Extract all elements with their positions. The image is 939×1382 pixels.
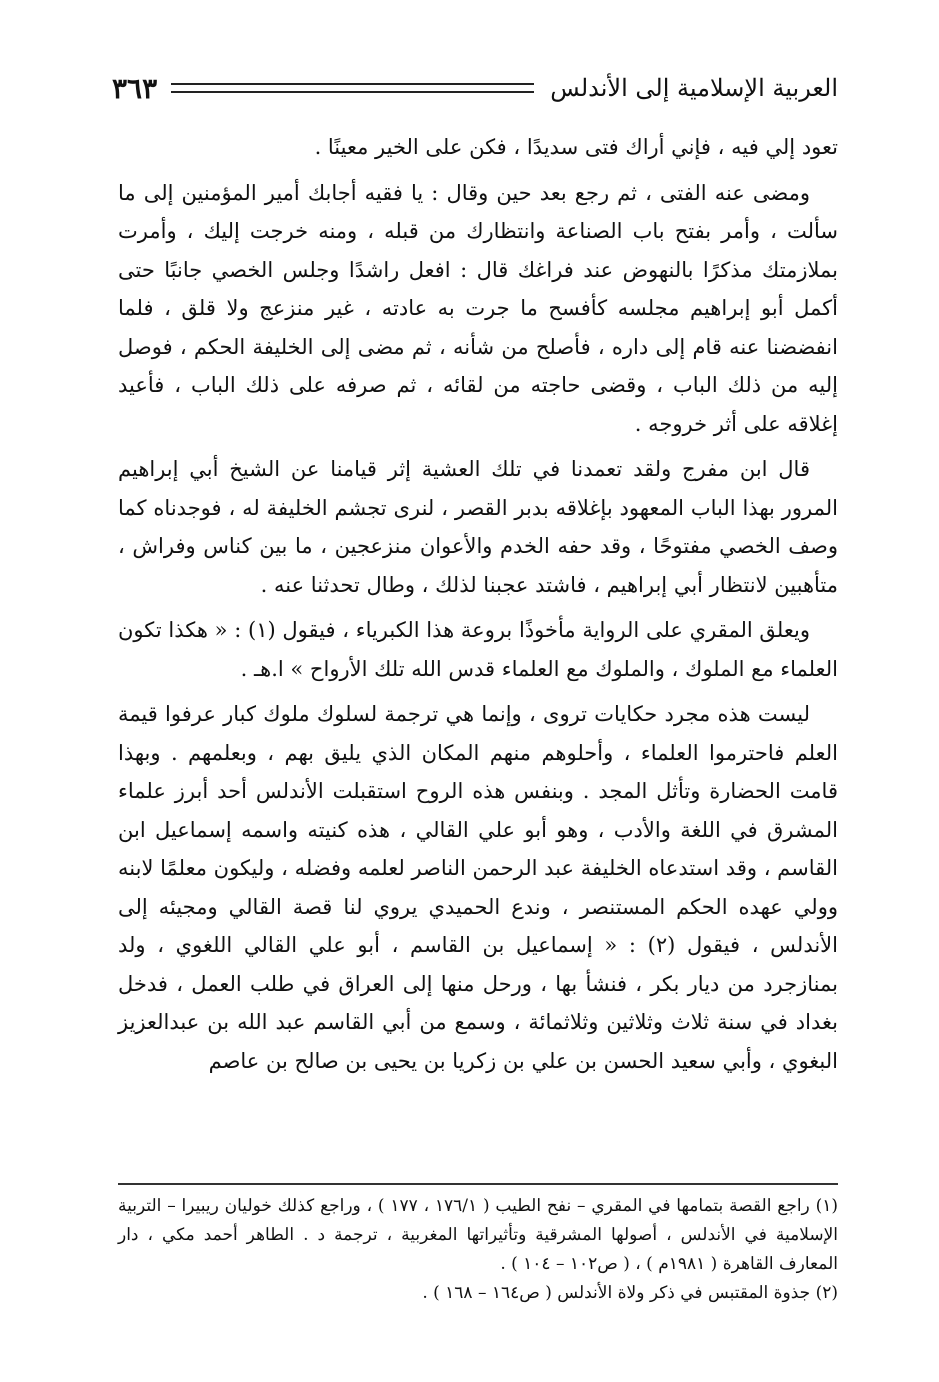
footnote: (١) راجع القصة بتمامها في المقري – نفح الطيب ( ١٧٦/١ ، ١٧٧ ) ، وراجع كذلك خوليان ريبيرا – التربية الإسلامية في الأندلس ، أصولها المشرقية وتأثيراتها المغربية ، ترجمة د . الطاهر أحمد مكي ، دار المعارف القاهرة ( ١٩٨١م ) ، ( ص١٠٢ – ١٠٤ ) . [118,1196,838,1274]
paragraph: ويعلق المقري على الرواية مأخوذًا بروعة هذا الكبرياء ، فيقول (١) : « هكذا تكون العلماء مع الملوك ، والملوك مع العلماء قدس الله تلك الأرواح » ا.هـ . [118,618,838,681]
footnote-divider [118,1183,838,1185]
footnote: (٢) جذوة المقتبس في ذكر ولاة الأندلس ( ص١٦٤ – ١٦٨ ) . [422,1283,838,1303]
running-header [112,66,838,110]
page-number: ٣٦٣ [112,71,158,105]
paragraph: تعود إلي فيه ، فإني أراك فتى سديدًا ، فكن على الخير معينًا . [314,135,838,159]
paragraph: قال ابن مفرج ولقد تعمدنا في تلك العشية إثر قيامنا عن الشيخ أبي إبراهيم المرور بهذا الباب المعهود بإغلاقه بدبر القصر ، لنرى تجشم الخليفة له ، فوجدناه كما وصف الخصي مفتوحًا ، وقد حفه الخدم والأعوان منزعجين ، ما بين كناس وفراش ، متأهبين لانتظار أبي إبراهيم ، فاشتد عجبنا لذلك ، وطال تحدثنا عنه . [118,457,838,597]
paragraph: ومضى عنه الفتى ، ثم رجع بعد حين وقال : يا فقيه أجابك أمير المؤمنين إلى ما سألت ، وأمر بفتح باب الصناعة وانتظارك من قبله ، ومنه خرجت إليك ، وأمرت بملازمتك مذكرًا بالنهوض عند فراغك قال : افعل راشدًا وجلس الخصي جانبًا حتى أكمل أبو إبراهيم مجلسه كأفسح ما جرت به عادته ، غير منزعج ولا قلق ، فلما انفضضنا عنه قام إلى داره ، فأصلح من شأنه ، ثم مضى إلى الخليفة الحكم ، فوصل إليه من ذلك الباب ، وقضى حاجته من لقائه ، ثم صرفه على ذلك الباب ، فأعيد إغلاقه على أثر خروجه . [118,180,838,436]
footnotes [118,1192,838,1308]
main-text [118,128,838,1080]
header-double-rule [171,83,534,93]
running-header-title: العربية الإسلامية إلى الأندلس [550,74,838,102]
paragraph: ليست هذه مجرد حكايات تروى ، وإنما هي ترجمة لسلوك ملوك كبار عرفوا قيمة العلم فاحترموا العلماء ، وأحلوهم منهم المكان الذي يليق بهم ، وبعلمهم . وبهذا قامت الحضارة وتأثل المجد . وبنفس هذه الروح استقبلت الأندلس أحد أبرز علماء المشرق في اللغة والأدب ، وهو أبو علي القالي ، هذه كنيته واسمه إسماعيل ابن القاسم ، وقد استدعاه الخليفة عبد الرحمن الناصر لعلمه وفضله ، وليكون معلمًا لابنه وولي عهده الحكم المستنصر ، وندع الحميدي يروي لنا قصة القالي ومجيئه إلى الأندلس ، فيقول (٢) : « إسماعيل بن القاسم ، أبو علي القالي اللغوي ، ولد بمنازجرد من ديار بكر ، فنشأ بها ، ورحل منها إلى العراق في طلب العمل ، فدخل بغداد في سنة ثلاث وثلاثين وثلاثمائة ، وسمع من أبي القاسم عبد الله بن عبدالعزيز البغوي ، وأبي سعيد الحسن بن علي بن زكريا بن يحيى بن صالح بن عاصم [118,702,838,1073]
